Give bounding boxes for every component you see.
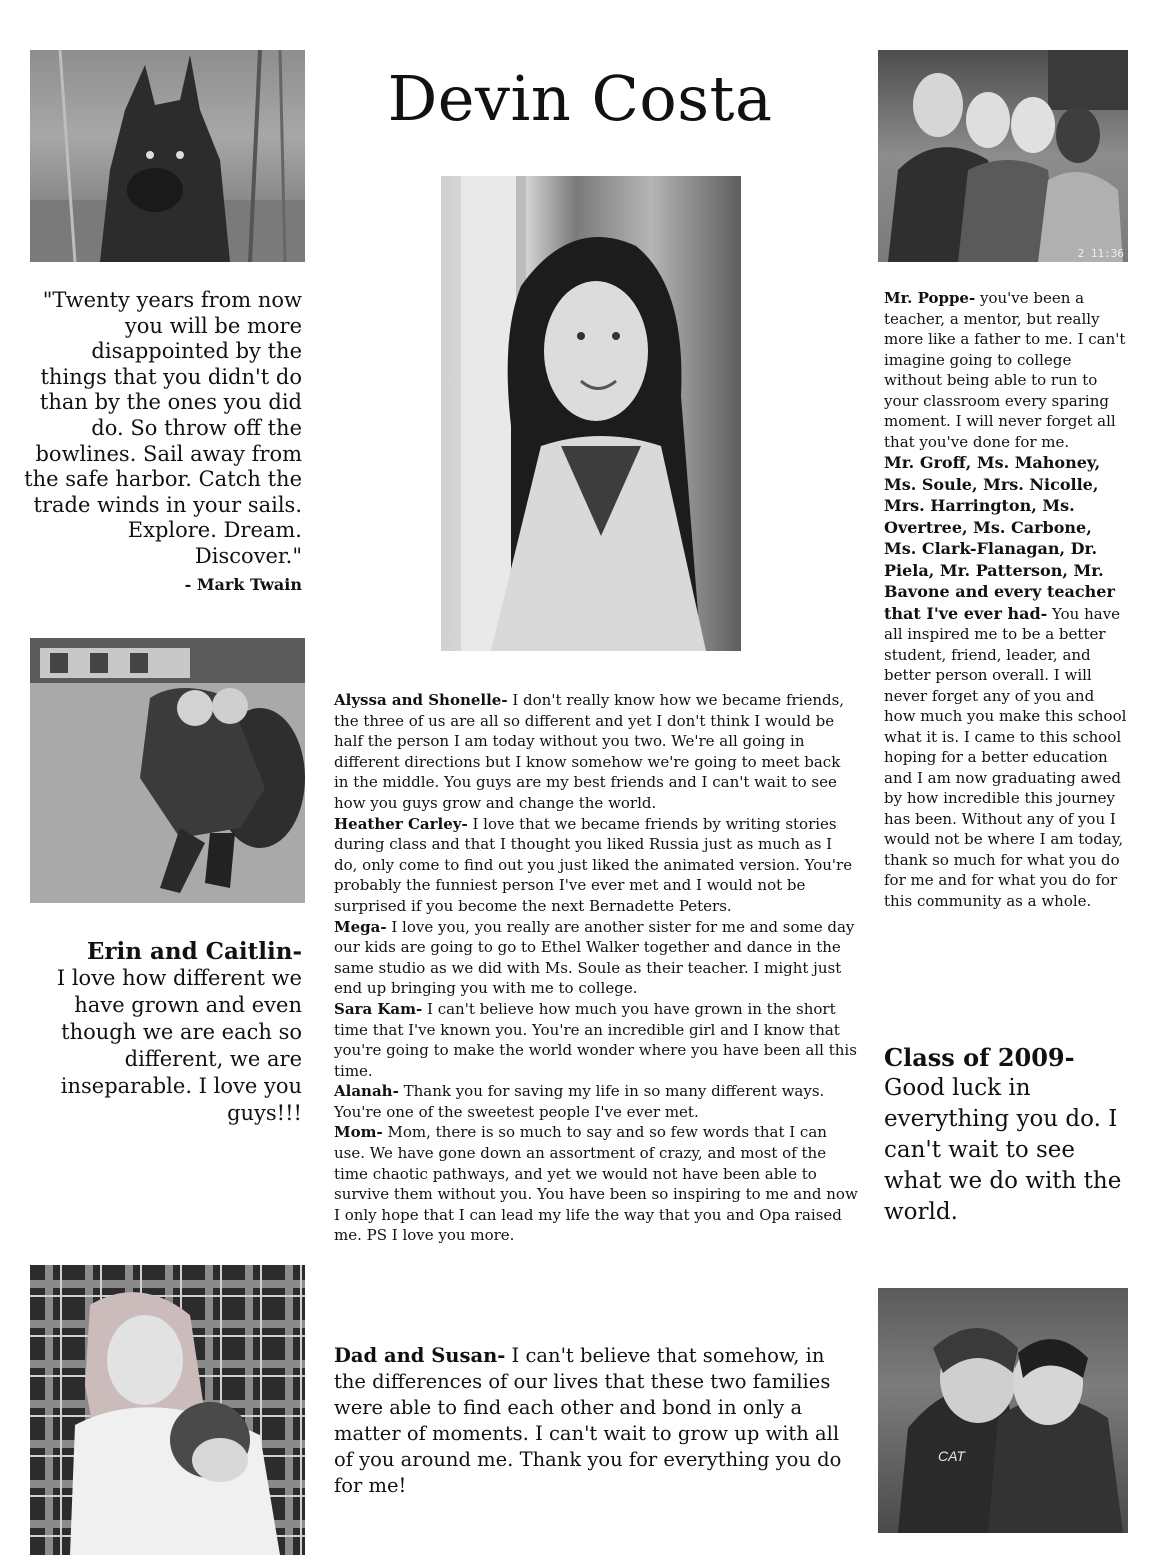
class-body: Good luck in everything you do. I can't wait to see what we do with the world.	[884, 1075, 1122, 1225]
note-text: I can't believe how much you have grown in the short time that I've known you. You're an incredible girl and I know that you're going to make the world wonder where you have been all this time.	[334, 999, 857, 1080]
teachers-text: You have all inspired me to be a better student, friend, leader, and better person overall. I will never forget any of you and how much you make this school what it is. I came to this school hoping for a better education and I am now graduating awed by how incredible this journey has been. Without any of you I would not be where I am today, thank so much for what you do for me and for what you do for this community as a whole.	[884, 604, 1127, 910]
note-paragraph	[334, 1122, 858, 1246]
note-paragraph	[334, 917, 858, 999]
note-paragraph	[334, 999, 858, 1081]
poppe-note	[884, 288, 1128, 452]
note-name: Alyssa and Shonelle-	[334, 691, 508, 709]
teachers-note	[884, 452, 1128, 911]
note-text: Thank you for saving my life in so many different ways. You're one of the sweetest people I've ever met.	[334, 1082, 825, 1121]
erin-caitlin-body: I love how different we have grown and even though we are each so different, we are inseparable. I love you guys!!!	[56, 966, 302, 1125]
poppe-text: you've been a teacher, a mentor, but really more like a father to me. I can't imagine going to college without being able to run to your classroom every sparing moment. I will never forget all that you've done for me.	[884, 289, 1126, 451]
dad-susan-name: Dad and Susan-	[334, 1344, 506, 1367]
dad-susan-text: I can't believe that somehow, in the differences of our lives that these two families were able to find each other and bond in only a matter of moments. I can't wait to grow up with all of you around me. Thank you for everything you do for me!	[334, 1344, 842, 1497]
mark-twain-quote	[20, 288, 302, 597]
note-paragraph	[334, 690, 858, 814]
note-name: Mom-	[334, 1123, 383, 1142]
childhood-hug-photo	[30, 638, 305, 903]
two-friends-photo	[878, 1288, 1128, 1533]
plaid-chair-photo	[30, 1265, 305, 1555]
note-name: Mega-	[334, 917, 387, 936]
note-name: Alanah-	[334, 1082, 399, 1101]
hoodie-text: CAT	[938, 1448, 965, 1464]
photo-timestamp: 2 11:36	[1077, 247, 1124, 260]
note-text: I don't really know how we became friends, the three of us are all so different and yet I don't think I would be half the person I am today without you two. We're all going in different directions but I know somehow we're going to meet back in the middle. You guys are my best friends and I can't wait to see how you guys grow and change the world.	[334, 691, 845, 812]
note-text: I love you, you really are another sister for me and some day our kids are going to go to Ethel Walker together and dance in the same studio as we did with Ms. Soule as their teacher. I might just end up bringing you with me to college.	[334, 917, 855, 998]
poppe-name: Mr. Poppe-	[884, 289, 976, 307]
note-text: Mom, there is so much to say and so few words that I can use. We have gone down an assortment of crazy, and most of the time chaotic pathways, and yet we would not have been able to survive them without you. You have been so inspiring to me and now I only hope that I can lead my life the way that you and Opa raised me. PS I love you more.	[334, 1123, 858, 1245]
friends-group-photo	[878, 50, 1128, 262]
teacher-notes-column	[884, 288, 1128, 911]
quote-text: "Twenty years from now you will be more disappointed by the things that you didn't do than by the ones you did do. So throw off the bowlines. Sail away from the safe harbor. Catch the trade winds in your sails. Explore. Dream. Discover."	[24, 288, 302, 568]
note-paragraph	[334, 1081, 858, 1122]
note-name: Sara Kam-	[334, 999, 423, 1018]
notes-column	[334, 690, 858, 1246]
teachers-names: Mr. Groff, Ms. Mahoney, Ms. Soule, Mrs. Nicolle, Mrs. Harrington, Ms. Overtree, Ms. Carbone, Ms. Clark-Flanagan, Dr. Piela, Mr. Patterson, Mr. Bavone and every teacher that I've ever had-	[884, 453, 1115, 623]
senior-portrait-photo	[441, 176, 741, 651]
erin-caitlin-message	[40, 938, 302, 1127]
note-text: I love that we became friends by writing stories during class and that I thought you liked Russia just as much as I do, only come to find out you just liked the animated version. You're probably the funniest person I've ever met and I would not be surprised if you become the next Bernadette Peters.	[334, 814, 853, 915]
class-heading: Class of 2009-	[884, 1043, 1075, 1072]
quote-author: - Mark Twain	[184, 574, 302, 594]
dad-susan-message	[334, 1343, 858, 1499]
note-name: Heather Carley-	[334, 814, 468, 833]
erin-caitlin-heading: Erin and Caitlin-	[86, 938, 302, 965]
dog-photo	[30, 50, 305, 262]
class-of-2009-message	[884, 1042, 1134, 1228]
page-title: Devin Costa	[387, 62, 773, 135]
note-paragraph	[334, 814, 858, 917]
